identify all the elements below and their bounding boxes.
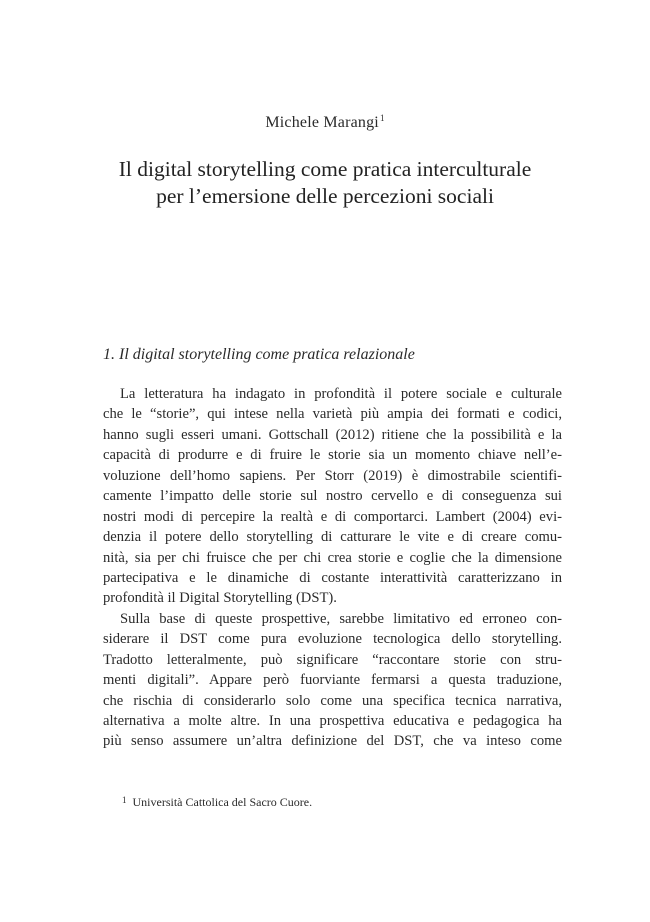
body-line: menti digitali”. Appare però fuorviante fermarsi a questa traduzione,: [103, 672, 562, 689]
body-line: voluzione dell’homo sapiens. Per Storr (2019) è dimostrabile scientifi-: [103, 467, 562, 484]
body-line: che rischia di considerarlo solo come una specifica tecnica narrativa,: [103, 692, 562, 709]
body-line: camente l’impatto delle storie sul nostro cervello e di conseguenza sui: [103, 488, 562, 505]
body-line: partecipativa e le dinamiche di costante interattività caratterizzano in: [103, 569, 562, 586]
footnote-text: Università Cattolica del Sacro Cuore.: [132, 795, 313, 809]
body-line: più senso assumere un’altra definizione del DST, che va inteso come: [103, 733, 562, 750]
body-line: La letteratura ha indagato in profondità il potere sociale e culturale: [120, 386, 562, 402]
body-line: che le “storie”, qui intese nella varietà più ampia dei formati e codici,: [103, 406, 562, 423]
author-name: Michele Marangi: [265, 114, 379, 131]
body-line: capacità di produrre e di fruire le storie sia un momento chiave nell’e-: [103, 447, 562, 464]
chapter-title: [60, 156, 590, 210]
body-line: alternativa a molte altre. In una prospettiva educativa e pedagogica ha: [103, 713, 562, 729]
footnote-number: 1: [122, 795, 127, 805]
body-line: nostri modi di percepire la realtà e di comportarci. Lambert (2004) evi-: [103, 508, 562, 525]
body-line: siderare il DST come pura evoluzione tecnologica dello storytelling.: [103, 631, 562, 648]
footnote: [122, 795, 312, 810]
body-text: [103, 384, 562, 752]
section-heading: 1. Il digital storytelling come pratica relazionale: [103, 346, 415, 363]
chapter-title-line-1: Il digital storytelling come pratica interculturale: [118, 157, 532, 181]
author-line: [0, 113, 650, 132]
author-footnote-ref[interactable]: 1: [379, 113, 385, 123]
chapter-title-line-2: per l’emersione delle percezioni sociali: [156, 184, 494, 208]
body-line: denzia il potere dello storytelling di catturare le vite e di creare comu-: [103, 529, 562, 546]
body-line: nità, sia per chi fruisce che per chi crea storie e coglie che la dimensione: [103, 549, 562, 566]
body-line: Tradotto letteralmente, può significare “raccontare storie con stru-: [103, 651, 562, 668]
body-line: hanno sugli esseri umani. Gottschall (2012) ritiene che la possibilità e la: [103, 426, 562, 443]
body-line: Sulla base di queste prospettive, sarebbe limitativo ed erroneo con-: [120, 610, 562, 627]
body-line: profondità il Digital Storytelling (DST).: [103, 590, 337, 607]
